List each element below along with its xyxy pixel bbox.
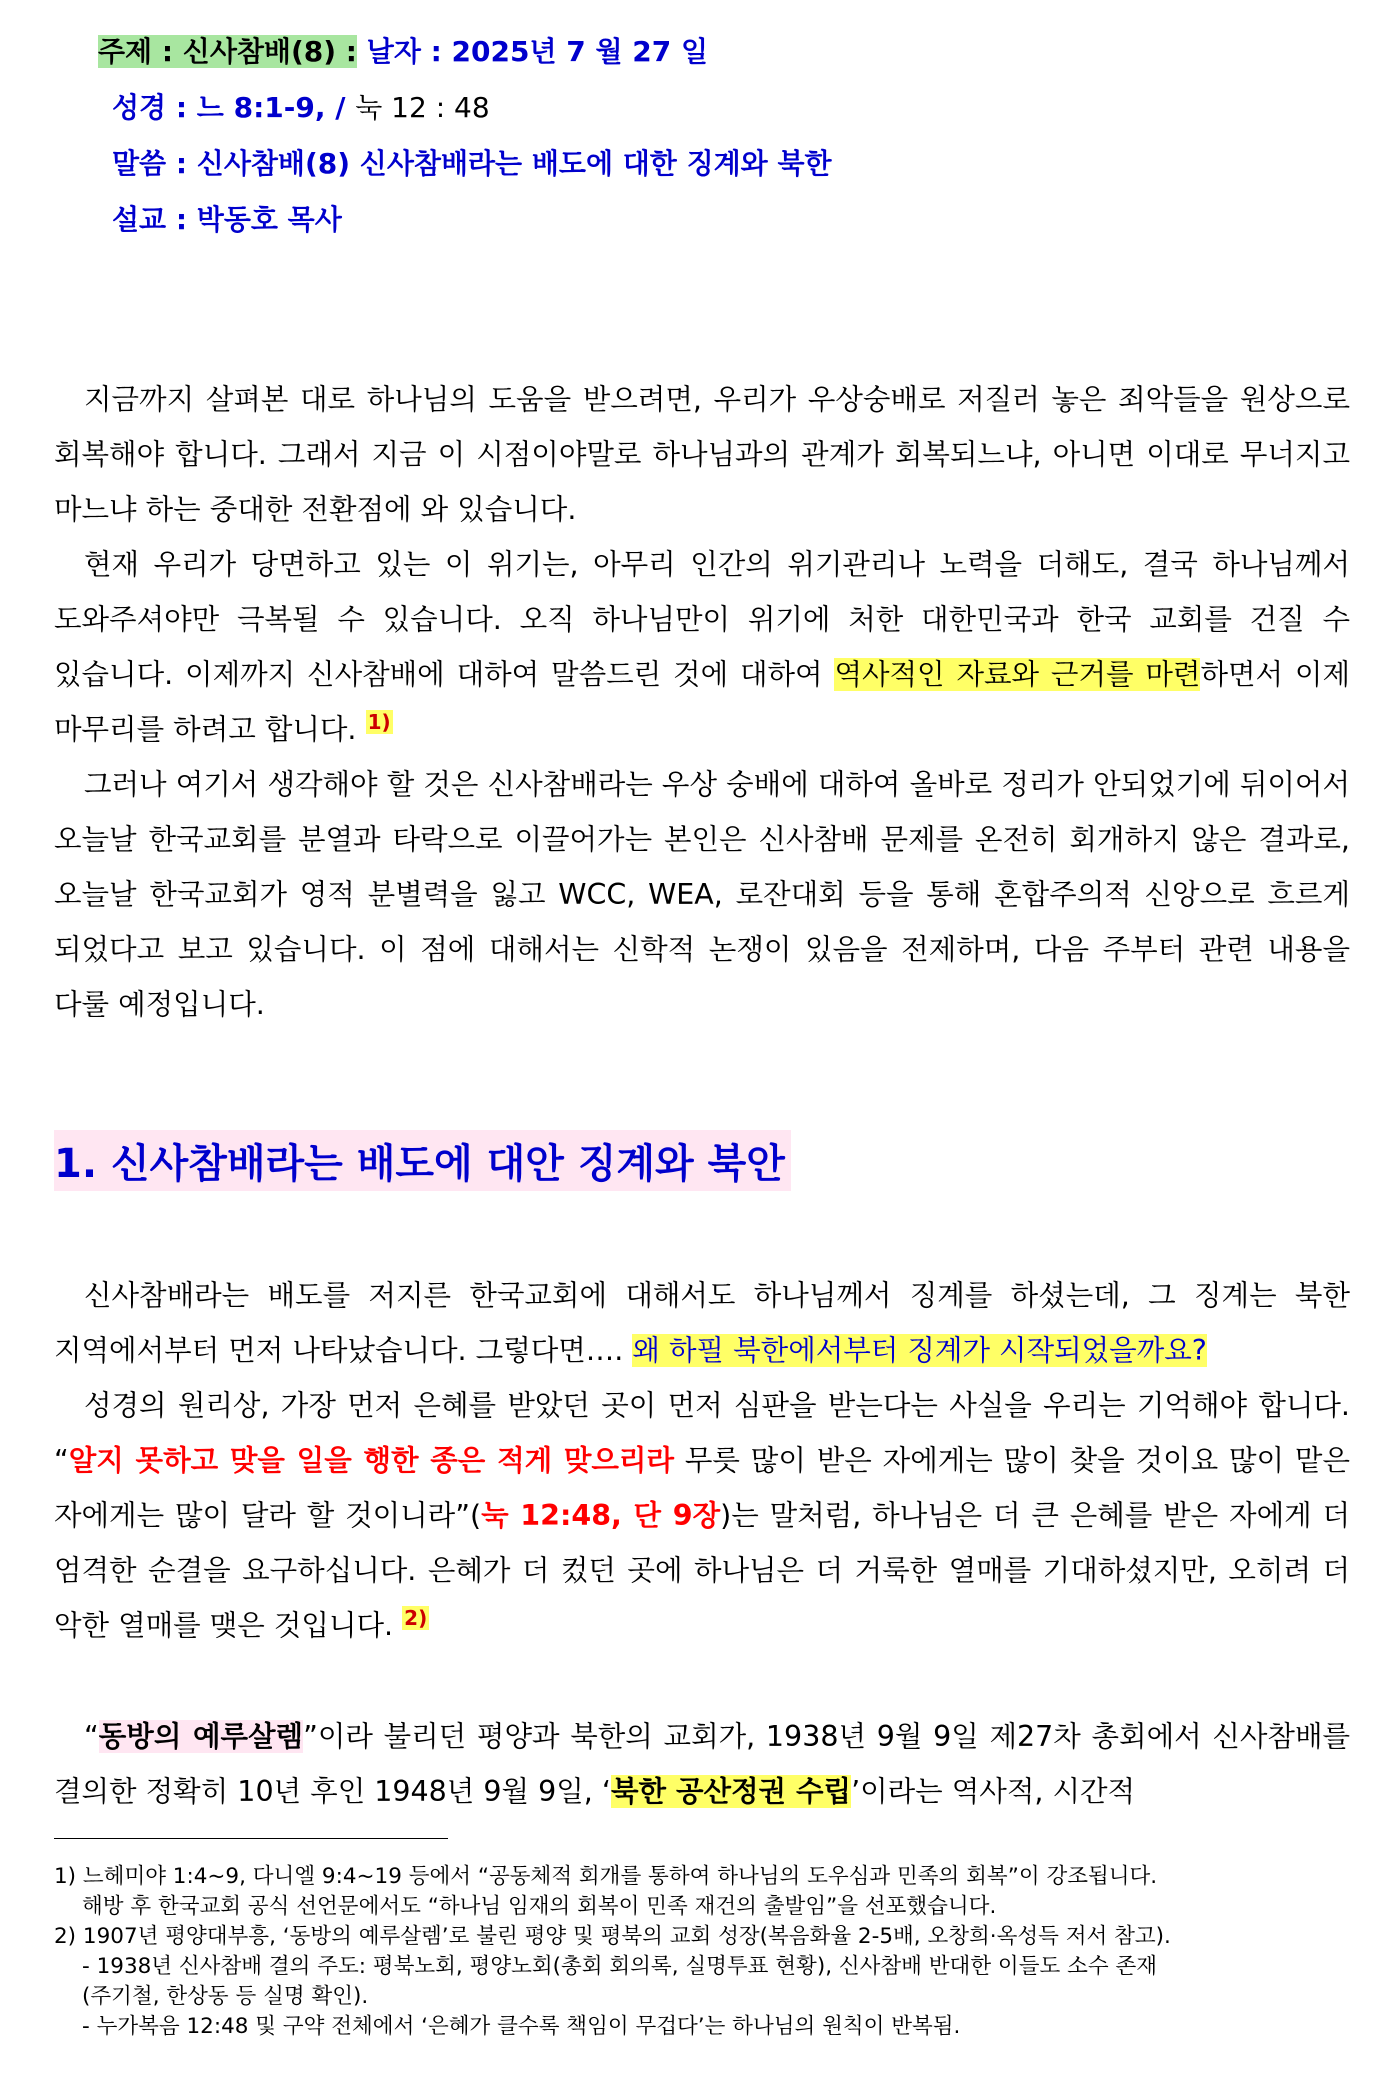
intro-paragraph-1: [54, 372, 1350, 537]
footnote-2-line-2: - 1938년 신사참배 결의 주도: 평북노회, 평양노회(총회 회의록, 실명투표 현황), 신사참배 반대한 이들도 소수 존재: [82, 1954, 1157, 1979]
intro-p2-text-a: 현재 우리가 당면하고 있는 이 위기는, 아무리 인간의 위기관리나 노력을 더해도, 결국 하나님께서 도와주셔야만 극복될 수 있습니다. 오직 하나님만이 위기에 처한 대한민국과 한국 교회를 건질 수 있습니다. 이제까지 신사참배에 대하여 말씀드린 것에 대하여: [54, 548, 1350, 691]
footnote-1-line-1: 1) 느헤미야 1:4~9, 다니엘 9:4~19 등에서 “공동체적 회개를 통하여 하나님의 도우심과 민족의 회복”이 강조됩니다.: [54, 1864, 1158, 1889]
section1-p3-highlight-jerusalem: 동방의 예루살렘: [98, 1720, 304, 1753]
scripture-extra: 눅 12 : 48: [355, 91, 490, 124]
section1-paragraph-2: [54, 1378, 1350, 1653]
section1-p3-open-quote: “: [84, 1720, 99, 1753]
section1-p2-reference: 눅 12:48, 단 9장: [481, 1499, 721, 1532]
footnote-separator: [54, 1838, 448, 1839]
intro-p1-text: 지금까지 살펴본 대로 하나님의 도움을 받으려면, 우리가 우상숭배로 저질러 놓은 죄악들을 원상으로 회복해야 합니다. 그래서 지금 이 시점이야말로 하나님과의 관계가 회복되느냐, 아니면 이대로 무너지고 마느냐 하는 중대한 전환점에 와 있습니다.: [54, 383, 1350, 526]
intro-p2-highlight: 역사적인 자료와 근거를 마련: [834, 658, 1201, 691]
section1-p2-text-c: )는 말처럼, 하나님은 더 큰 은혜를 받은 자에게 더 엄격한 순결을 요구하십니다. 은혜가 더 컸던 곳에 하나님은 더 거룩한 열매를 기대하셨지만, 오히려 더 악한 열매를 맺은 것입니다.: [54, 1499, 1350, 1642]
subject-label: 주제 : 신사참배(8) :: [98, 35, 358, 68]
footnote-2-line-4: - 누가복음 12:48 및 구약 전체에서 ‘은혜가 클수록 책임이 무겁다’는 하나님의 원칙이 반복됨.: [82, 2014, 961, 2039]
header-scripture-line: [112, 86, 490, 126]
footnote-2-line-1: 2) 1907년 평양대부흥, ‘동방의 예루살렘’로 불린 평양 및 평북의 교회 성장(복음화율 2-5배, 오창희·옥성득 저서 참고).: [54, 1924, 1171, 1949]
section1-paragraph-3: [54, 1709, 1350, 1819]
intro-paragraph-3: [54, 757, 1350, 1032]
header-preacher-line: [112, 198, 342, 238]
section1-p1-text: 신사참배라는 배도를 저지른 한국교회에 대해서도 하나님께서 징계를 하셨는데, 그 징계는 북한 지역에서부터 먼저 나타났습니다. 그렇다면….: [54, 1279, 1350, 1367]
section-1-title: 1. 신사참배라는 배도에 대안 징계와 북안: [54, 1130, 791, 1191]
section1-p1-question: 왜 하필 북한에서부터 징계가 시작되었을까요?: [632, 1334, 1207, 1367]
footnote-2-line-3: (주기철, 한상동 등 실명 확인).: [82, 1984, 369, 2009]
intro-paragraph-2: [54, 537, 1350, 757]
section1-p3-highlight-regime: 북한 공산정권 수립: [610, 1775, 852, 1808]
footnote-ref-1[interactable]: 1): [367, 709, 391, 734]
date-label: 날자 : 2025년 7 월 27 일: [366, 35, 709, 68]
footnote-1-line-2: 해방 후 한국교회 공식 선언문에서도 “하나님 임재의 회복이 민족 재건의 출발임”을 선포했습니다.: [82, 1894, 997, 1919]
section1-p2-text-a: 성경의 원리상, 가장 먼저 은혜를 받았던 곳이 먼저 심판을 받는다는 사실을 우리는 기억해야 합니다. “: [54, 1389, 1350, 1477]
header-sermon-line: [112, 142, 832, 182]
section1-p3-text-b: ’이라는 역사적, 시간적: [851, 1775, 1136, 1808]
intro-p2-text-b: 하면서 이제 마무리를 하려고 합니다.: [54, 658, 1350, 746]
scripture-label: 성경 : 느 8:1-9, /: [112, 91, 346, 124]
section1-p2-quote: 알지 못하고 맞을 일을 행한 종은 적게 맞으리라: [68, 1444, 674, 1477]
footnote-ref-2[interactable]: 2): [404, 1605, 428, 1630]
section1-p2-text-b: 무릇 많이 받은 자에게는 많이 찾을 것이요 많이 맡은 자에게는 많이 달라 할 것이니라”(: [54, 1444, 1350, 1532]
section1-p3-text-a: ”이라 불리던 평양과 북한의 교회가, 1938년 9월 9일 제27차 총회에서 신사참배를 결의한 정확히 10년 후인 1948년 9월 9일, ‘: [54, 1720, 1351, 1808]
header-subject-line: [98, 30, 708, 70]
intro-p3-text: 그러나 여기서 생각해야 할 것은 신사참배라는 우상 숭배에 대하여 올바로 정리가 안되었기에 뒤이어서 오늘날 한국교회를 분열과 타락으로 이끌어가는 본인은 신사참배 문제를 온전히 회개하지 않은 결과로, 오늘날 한국교회가 영적 분별력을 잃고 WCC, WEA, 로잔대회 등을 통해 혼합주의적 신앙으로 흐르게 되었다고 보고 있습니다. 이 점에 대해서는 신학적 논쟁이 있음을 전제하며, 다음 주부터 관련 내용을 다룰 예정입니다.: [54, 768, 1350, 1021]
sermon-label: 말씀 : 신사참배(8) 신사참배라는 배도에 대한 징계와 북한: [112, 147, 832, 180]
section1-paragraph-1: [54, 1268, 1350, 1378]
preacher-label: 설교 : 박동호 목사: [112, 203, 342, 236]
